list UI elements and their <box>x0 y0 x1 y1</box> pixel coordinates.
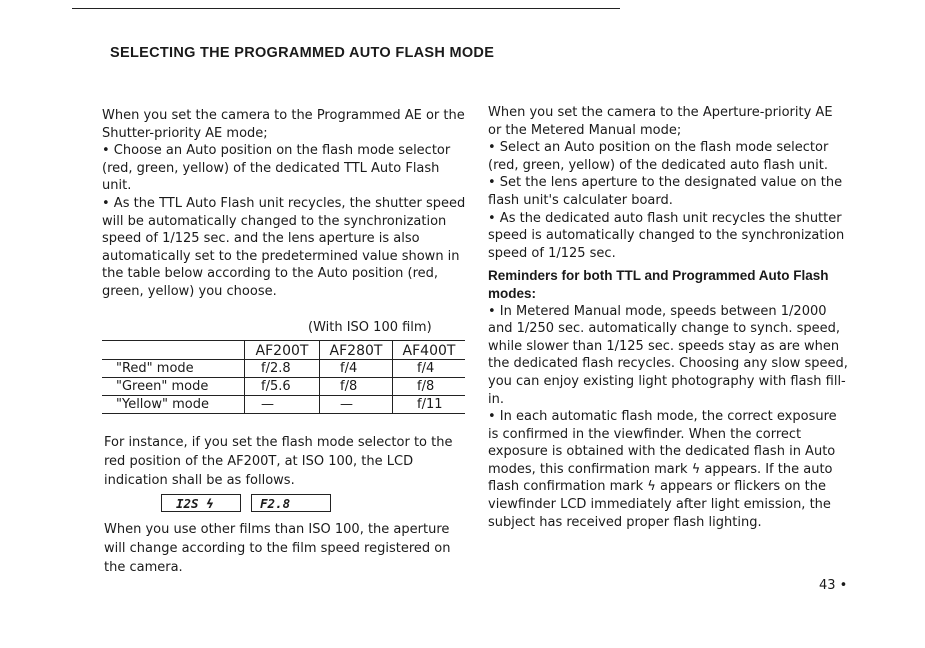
table-cell: f/8 <box>393 378 466 396</box>
table-header-cell: AF280T <box>320 341 393 360</box>
table-header-cell: AF400T <box>393 341 466 360</box>
lcd-example-text: For instance, if you set the flash mode selector to the red position of the AF200T, at ISO 100, the LCD indication shall be as follows. <box>104 435 453 488</box>
right-column <box>488 104 848 531</box>
table-cell: f/8 <box>320 378 393 396</box>
aperture-table <box>102 340 465 414</box>
right-bullet-1: • Select an Auto position on the flash mode selector (red, green, yellow) of the dedicated auto flash unit. <box>488 140 829 173</box>
page-title: SELECTING THE PROGRAMMED AUTO FLASH MODE <box>110 45 495 61</box>
table-cell: f/5.6 <box>245 378 320 396</box>
reminder-2: • In each automatic flash mode, the correct exposure is confirmed in the viewfinder. When the correct exposure is obtained with the dedicated flash in Auto modes, this confirmation mark ϟ appears. If the auto flash confirmation mark ϟ appears or flickers on the viewfinder LCD immediately after light emission, the subject has received proper flash lighting. <box>488 409 837 530</box>
left-intro: When you set the camera to the Programmed AE or the Shutter-priority AE mode; <box>102 108 465 141</box>
table-row <box>102 396 465 414</box>
table-header-cell: AF200T <box>245 341 320 360</box>
table-row <box>102 360 465 378</box>
table-cell: — <box>320 396 393 414</box>
table-cell: f/2.8 <box>245 360 320 378</box>
left-column <box>102 107 472 301</box>
table-cell: — <box>245 396 320 414</box>
left-bullet-1: • Choose an Auto position on the flash mode selector (red, green, yellow) of the dedicated TTL Auto Flash unit. <box>102 143 451 194</box>
iso-note: (With ISO 100 film) <box>308 320 432 335</box>
left-bullet-2: • As the TTL Auto Flash unit recycles, the shutter speed will be automatically changed to the synchronization speed of 1/125 sec. and the lens aperture is also automatically set to the predetermined value shown in the table below according to the Auto position (red, green, yellow) you choose. <box>102 195 466 299</box>
table-cell: f/4 <box>393 360 466 378</box>
reminder-1: • In Metered Manual mode, speeds between 1/2000 and 1/250 sec. automatically change to synch. speed, while slower than 1/125 sec. speeds stay as are when the dedicated flash recycles. Choosing any slow speed, you can enjoy existing light photography with flash fill-in. <box>488 303 848 407</box>
table-cell: "Red" mode <box>102 360 245 378</box>
table-cell: f/11 <box>393 396 466 414</box>
right-intro: When you set the camera to the Aperture-priority AE or the Metered Manual mode; <box>488 105 833 138</box>
table-cell: "Yellow" mode <box>102 396 245 414</box>
reminders-heading: Reminders for both TTL and Programmed Auto Flash modes: <box>488 268 829 301</box>
lcd-aperture-display: F2.8 <box>251 494 331 512</box>
film-speed-note: When you use other films than ISO 100, the aperture will change according to the film speed registered on the camera. <box>104 522 451 575</box>
table-header-row <box>102 341 465 360</box>
table-row <box>102 378 465 396</box>
lcd-shutter-speed-display: I2S ϟ <box>161 494 241 512</box>
table-header-cell <box>102 341 245 360</box>
page-number: 43 • <box>819 578 848 593</box>
table-cell: f/4 <box>320 360 393 378</box>
top-rule <box>72 8 620 9</box>
right-bullet-2: • Set the lens aperture to the designated value on the flash unit's calculater board. <box>488 175 843 208</box>
right-bullet-3: • As the dedicated auto flash unit recycles the shutter speed is automatically changed to the synchronization speed of 1/125 sec. <box>488 210 845 261</box>
table-cell: "Green" mode <box>102 378 245 396</box>
